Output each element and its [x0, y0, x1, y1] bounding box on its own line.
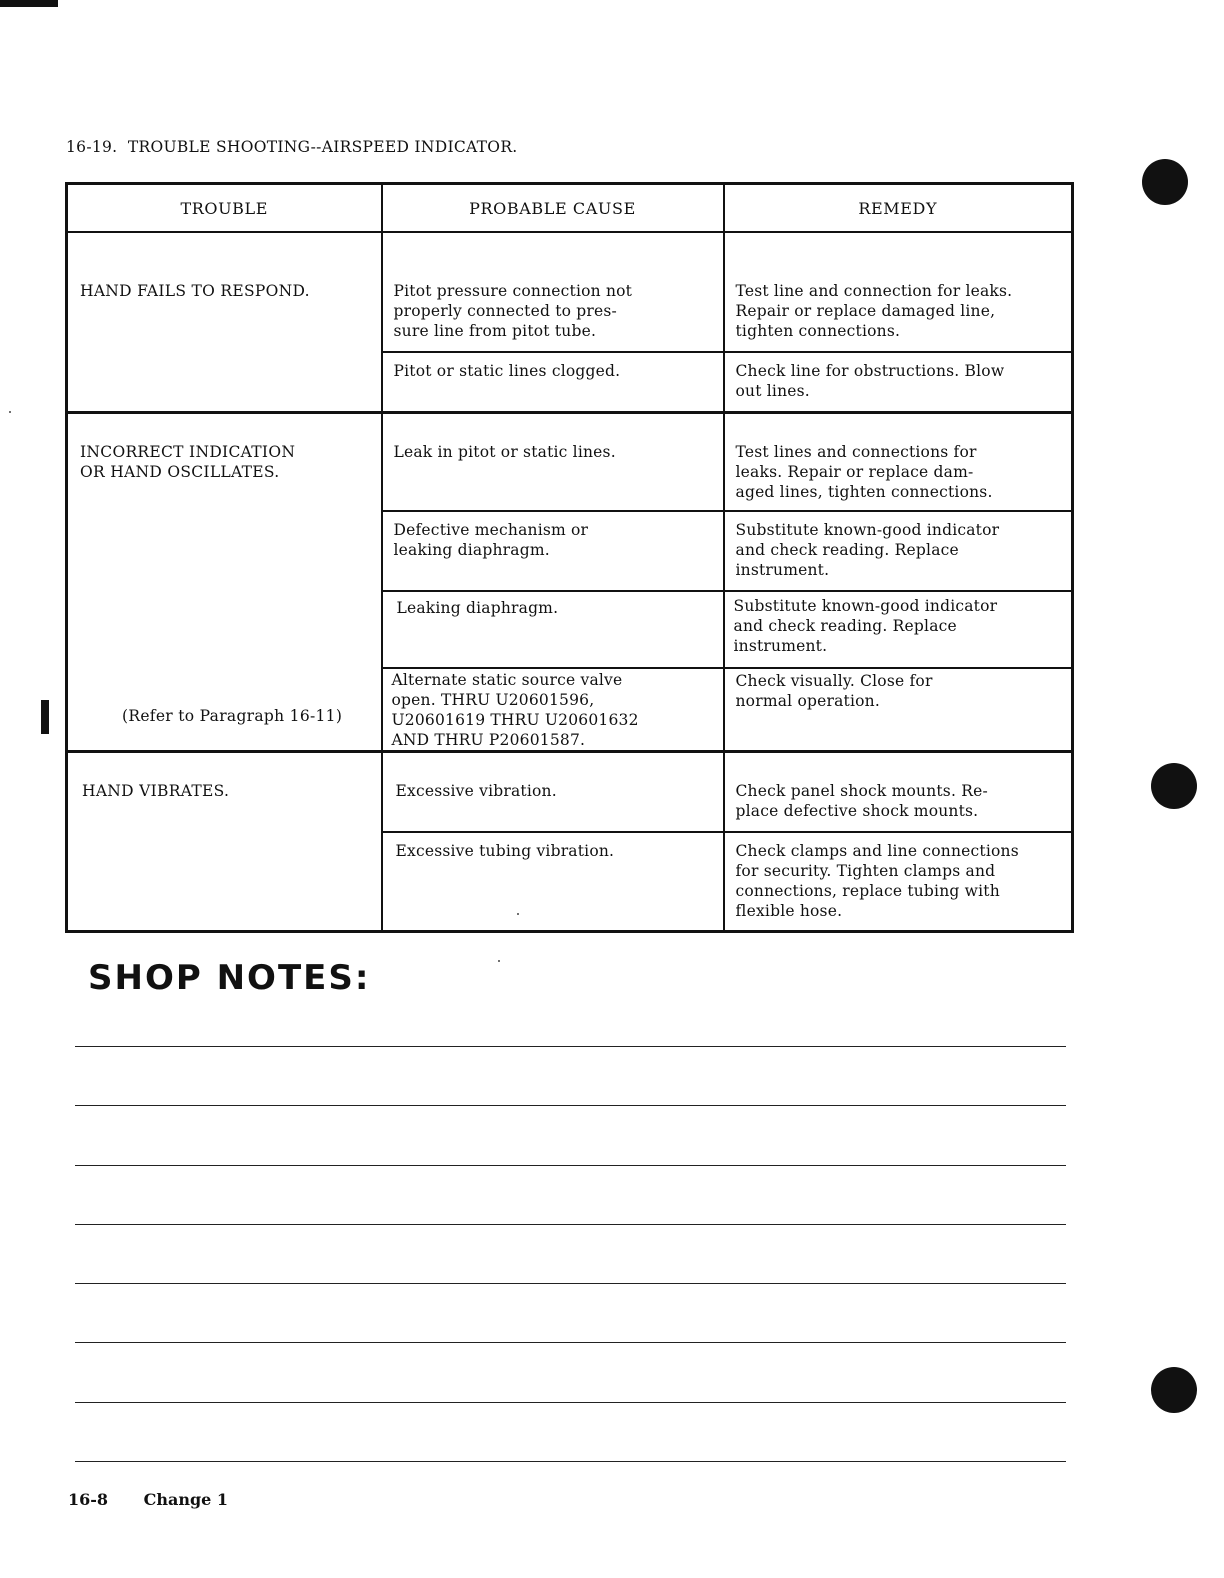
remedy-cell	[724, 412, 1073, 511]
shop-notes-line	[75, 1224, 1066, 1225]
cause-line: Excessive vibration.	[395, 782, 557, 800]
paragraph-reference: (Refer to Paragraph 16-11)	[122, 707, 343, 725]
cause-cell	[382, 412, 724, 511]
troubleshooting-table	[65, 182, 1074, 933]
remedy-line: connections, replace tubing with	[735, 881, 1000, 900]
scan-speck	[9, 411, 11, 413]
shop-notes-line	[75, 1461, 1066, 1462]
page-footer	[68, 1490, 228, 1509]
shop-notes-line	[75, 1283, 1066, 1284]
section-title: TROUBLE SHOOTING--AIRSPEED INDICATOR.	[127, 138, 518, 156]
shop-notes-heading: SHOP NOTES:	[88, 958, 371, 998]
remedy-cell	[724, 352, 1073, 412]
remedy-line: Check panel shock mounts. Re-	[735, 782, 988, 800]
binder-hole-icon	[1142, 159, 1188, 205]
remedy-line: Check line for obstructions. Blow	[735, 362, 1005, 380]
cause-cell	[382, 591, 724, 668]
trouble-cell	[67, 412, 382, 752]
table-row	[67, 232, 1073, 352]
change-label: Change 1	[143, 1490, 229, 1509]
remedy-line: tighten connections.	[735, 322, 901, 340]
scan-speck	[517, 913, 519, 915]
remedy-line: out lines.	[735, 382, 810, 400]
remedy-line: leaks. Repair or replace dam-	[735, 462, 974, 481]
remedy-line: and check reading. Replace	[735, 541, 959, 559]
section-number: 16-19.	[66, 138, 118, 156]
remedy-line: Substitute known-good indicator	[735, 521, 1000, 539]
remedy-line: Test line and connection for leaks.	[735, 282, 1013, 300]
remedy-cell	[724, 511, 1073, 591]
binder-hole-icon	[1151, 763, 1197, 809]
remedy-line: normal operation.	[735, 692, 880, 710]
cause-line: Alternate static source valve	[391, 671, 623, 689]
shop-notes-line	[75, 1342, 1066, 1343]
cause-cell	[382, 232, 724, 352]
cause-line: Leaking diaphragm.	[396, 599, 559, 617]
cause-line: Pitot or static lines clogged.	[393, 362, 621, 380]
cause-line: Pitot pressure connection not	[393, 282, 633, 300]
remedy-line: for security. Tighten clamps and	[735, 861, 996, 880]
cause-line: Excessive tubing vibration.	[395, 841, 615, 860]
remedy-line: Substitute known-good indicator	[733, 597, 998, 615]
remedy-line: instrument.	[735, 561, 830, 579]
shop-notes-line	[75, 1046, 1066, 1047]
trouble-cell	[67, 232, 382, 412]
binder-hole-icon	[1151, 1367, 1197, 1413]
remedy-line: Check clamps and line connections	[735, 841, 1019, 860]
remedy-cell	[724, 668, 1073, 752]
remedy-line: aged lines, tighten connections.	[735, 482, 993, 501]
shop-notes-line	[75, 1165, 1066, 1166]
remedy-line: flexible hose.	[735, 901, 843, 920]
cause-line: open. THRU U20601596,	[391, 691, 595, 709]
scan-speck	[498, 960, 500, 962]
header-remedy: REMEDY	[724, 184, 1073, 233]
remedy-line: place defective shock mounts.	[735, 802, 979, 820]
header-trouble: TROUBLE	[67, 184, 382, 233]
remedy-line: Repair or replace damaged line,	[735, 302, 996, 320]
header-probable-cause: PROBABLE CAUSE	[382, 184, 724, 233]
section-heading	[66, 138, 518, 156]
trouble-cell	[67, 752, 382, 932]
cause-line: Defective mechanism or	[393, 521, 589, 539]
cause-cell	[382, 511, 724, 591]
table-row	[67, 412, 1073, 511]
remedy-line: instrument.	[733, 637, 828, 655]
remedy-cell	[724, 752, 1073, 832]
trouble-text: HAND VIBRATES.	[82, 782, 230, 800]
cause-line: U20601619 THRU U20601632	[391, 711, 639, 729]
shop-notes-line	[75, 1105, 1066, 1106]
remedy-line: and check reading. Replace	[733, 617, 957, 635]
cause-line: sure line from pitot tube.	[393, 322, 597, 340]
remedy-cell	[724, 591, 1073, 668]
cause-cell	[382, 752, 724, 832]
table-row	[67, 752, 1073, 832]
page-number: 16-8	[68, 1490, 109, 1509]
remedy-cell	[724, 832, 1073, 932]
cause-cell	[382, 832, 724, 932]
trouble-line: OR HAND OSCILLATES.	[80, 462, 280, 481]
table-header-row	[67, 184, 1073, 233]
shop-notes-line	[75, 1402, 1066, 1403]
cause-line: Leak in pitot or static lines.	[393, 442, 616, 461]
trouble-text: HAND FAILS TO RESPOND.	[80, 282, 310, 300]
remedy-cell	[724, 232, 1073, 352]
cause-cell	[382, 668, 724, 752]
remedy-line: Check visually. Close for	[735, 672, 933, 690]
trouble-line: INCORRECT INDICATION	[80, 442, 296, 461]
cause-line: AND THRU P20601587.	[391, 731, 586, 749]
corner-registration-mark	[0, 0, 58, 7]
cause-cell	[382, 352, 724, 412]
cause-line: leaking diaphragm.	[393, 541, 550, 559]
cause-line: properly connected to pres-	[393, 302, 617, 320]
change-bar-marker	[41, 700, 49, 734]
remedy-line: Test lines and connections for	[735, 442, 977, 461]
